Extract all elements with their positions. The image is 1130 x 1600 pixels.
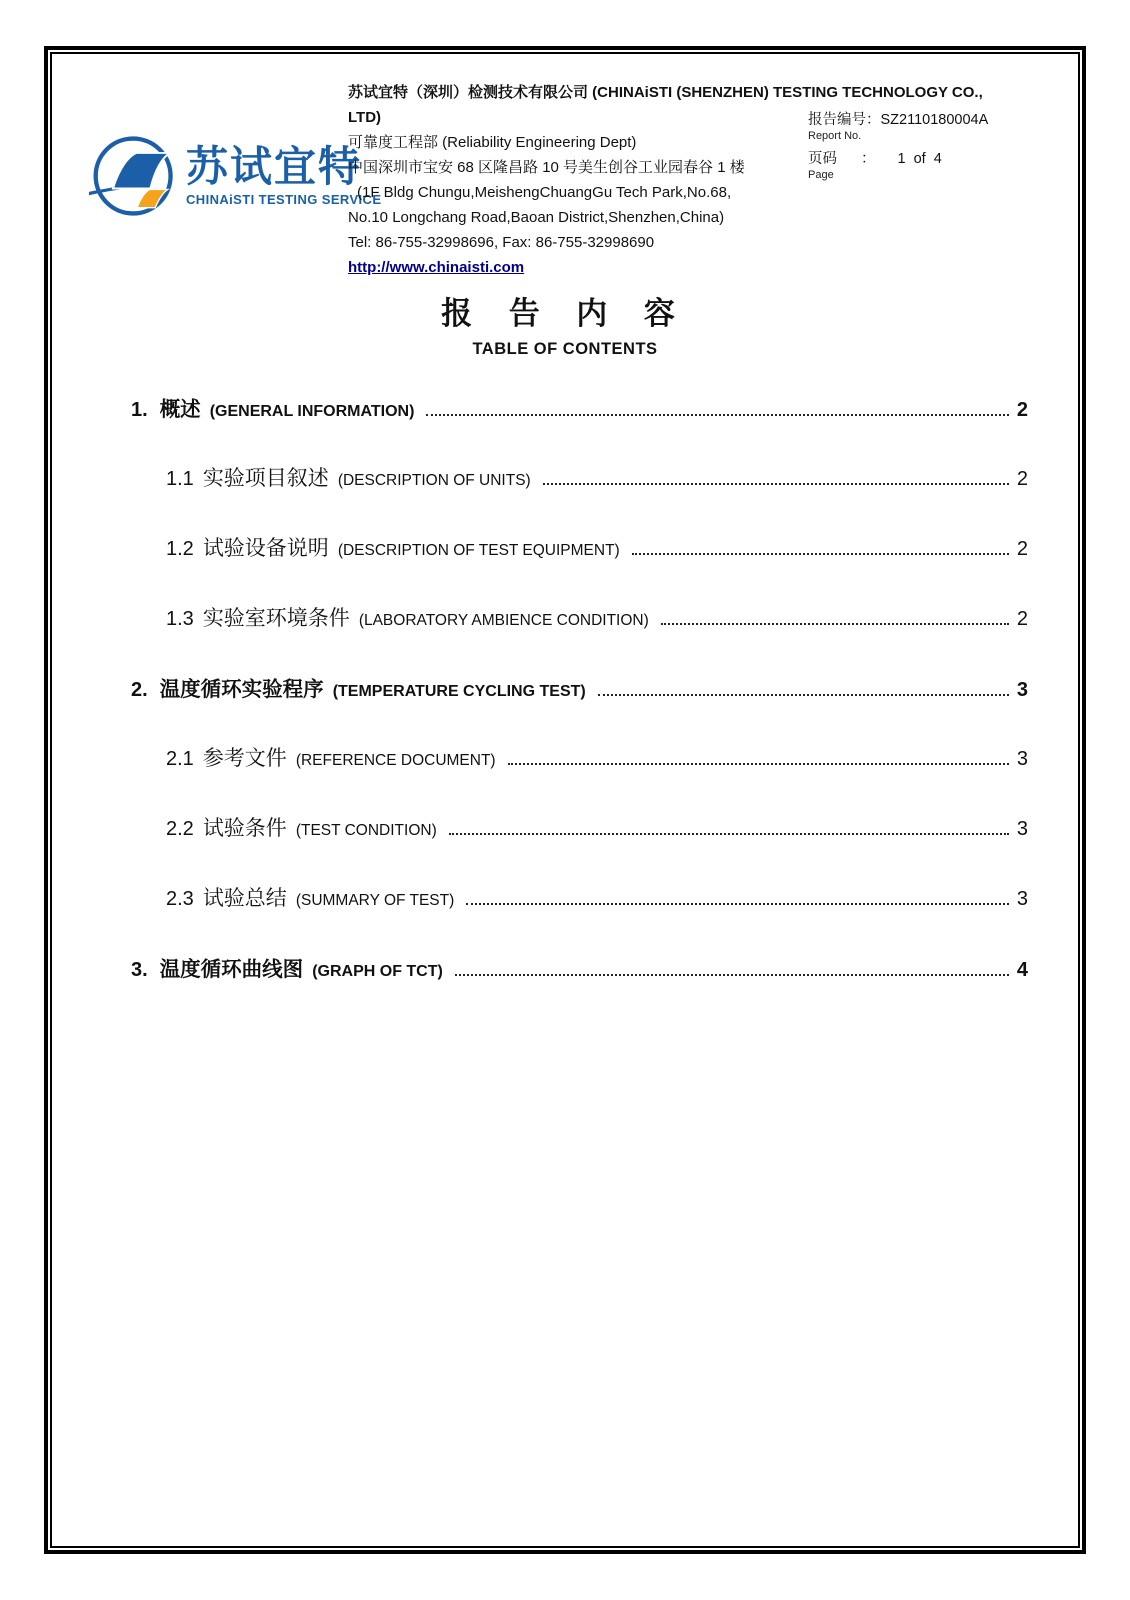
toc-entry-number: 2.	[131, 679, 148, 701]
toc-entry-title-cn: 温度循环实验程序	[159, 678, 324, 701]
toc-entry-title-en: (TEST CONDITION)	[295, 822, 437, 839]
report-no-value: SZ2110180004A	[880, 112, 989, 128]
toc-entry-page: 3	[1016, 748, 1028, 770]
toc-dot-leader	[543, 483, 1009, 485]
page-number-row	[808, 147, 988, 168]
toc-entry	[131, 952, 1028, 1022]
toc-entry-number: 2.3	[166, 888, 194, 910]
toc-entry-number: 1.	[131, 399, 148, 421]
tel-fax-line: Tel: 86-755-32998696, Fax: 86-755-32998690	[348, 234, 655, 251]
company-logo-icon	[88, 128, 184, 224]
toc-entry-title-cn: 实验项目叙述	[202, 467, 329, 490]
toc-entry-title-en: (LABORATORY AMBIENCE CONDITION)	[358, 612, 649, 629]
address-en-line2: No.10 Longchang Road,Baoan District,Shenzhen,China)	[348, 209, 725, 226]
logo-name-en: CHINAiSTI TESTING SERVICE	[186, 192, 382, 208]
toc-dot-leader	[508, 763, 1009, 765]
toc-entry-page: 3	[1016, 679, 1028, 701]
document-title-cn: 报 告 内 容	[441, 296, 689, 331]
toc-entry-number: 1.3	[166, 608, 194, 630]
website-line	[348, 255, 823, 280]
toc-dot-leader	[449, 833, 1009, 835]
document-title-en: TABLE OF CONTENTS	[472, 340, 658, 358]
report-no-sublabel: Report No.	[808, 130, 862, 142]
report-info	[808, 108, 988, 181]
toc-entry-title-cn: 概述	[159, 398, 201, 421]
page-colon: ：	[861, 151, 876, 167]
toc-entry-title-en: (DESCRIPTION OF TEST EQUIPMENT)	[337, 542, 620, 559]
toc-entry-title-en: (TEMPERATURE CYCLING TEST)	[332, 683, 586, 700]
company-name-line1: 苏试宜特（深圳）检测技术有限公司 (CHINAiSTI (SHENZHEN) TESTING TECHNOLOGY CO.,	[348, 84, 983, 101]
toc-entry-title-en: (DESCRIPTION OF UNITS)	[337, 472, 531, 489]
toc-entry	[131, 462, 1028, 532]
address-en-line1: (1F Bldg Chungu,MeishengChuangGu Tech Park,No.68,	[357, 184, 732, 201]
company-logo	[88, 128, 381, 224]
toc-list	[131, 392, 1028, 1022]
document-title	[0, 288, 1130, 359]
toc-entry	[131, 742, 1028, 812]
page-label: 页码	[808, 151, 837, 167]
toc-entry-title-en: (REFERENCE DOCUMENT)	[295, 752, 496, 769]
department-line: 可靠度工程部 (Reliability Engineering Dept)	[348, 134, 637, 151]
toc-entry	[131, 812, 1028, 882]
toc-entry-page: 2	[1016, 538, 1028, 560]
toc-entry-page: 2	[1016, 608, 1028, 630]
toc-entry-title-cn: 试验总结	[202, 887, 287, 910]
toc-entry-title-cn: 参考文件	[202, 747, 287, 770]
toc-entry-title-en: (SUMMARY OF TEST)	[295, 892, 455, 909]
toc-entry	[131, 882, 1028, 952]
toc-entry-page: 2	[1016, 399, 1028, 421]
page-sublabel: Page	[808, 169, 834, 181]
toc-entry-number: 3.	[131, 959, 148, 981]
toc-entry-page: 3	[1016, 888, 1028, 910]
company-name-line2: LTD)	[348, 109, 382, 126]
page-value: 1 of 4	[897, 151, 942, 167]
toc-dot-leader	[661, 623, 1009, 625]
toc-entry-title-cn: 温度循环曲线图	[159, 958, 304, 981]
toc-entry-title-cn: 试验条件	[202, 817, 287, 840]
toc-entry	[131, 392, 1028, 462]
toc-dot-leader	[426, 414, 1008, 416]
toc-dot-leader	[598, 694, 1009, 696]
toc-entry-title-en: (GENERAL INFORMATION)	[209, 403, 415, 420]
logo-name-cn: 苏试宜特	[186, 142, 363, 190]
toc-entry-number: 1.2	[166, 538, 194, 560]
toc-entry-page: 2	[1016, 468, 1028, 490]
toc-dot-leader	[455, 974, 1009, 976]
website-link[interactable]: http://www.chinaisti.com	[348, 259, 525, 276]
toc-entry-title-en: (GRAPH OF TCT)	[312, 963, 443, 980]
toc-entry-title-cn: 实验室环境条件	[202, 607, 350, 630]
toc-dot-leader	[632, 553, 1009, 555]
toc-entry-title-cn: 试验设备说明	[202, 537, 329, 560]
toc-entry	[131, 672, 1028, 742]
toc-entry-number: 2.1	[166, 748, 194, 770]
toc-entry	[131, 602, 1028, 672]
toc-entry-page: 3	[1016, 818, 1028, 840]
address-cn: 中国深圳市宝安 68 区隆昌路 10 号美生创谷工业园春谷 1 楼	[348, 159, 745, 176]
report-no-label: 报告编号：	[808, 112, 881, 128]
toc-entry-number: 2.2	[166, 818, 194, 840]
toc-entry-page: 4	[1016, 959, 1028, 981]
report-no-row	[808, 108, 988, 129]
toc-entry-number: 1.1	[166, 468, 194, 490]
toc-entry	[131, 532, 1028, 602]
toc-dot-leader	[466, 903, 1009, 905]
